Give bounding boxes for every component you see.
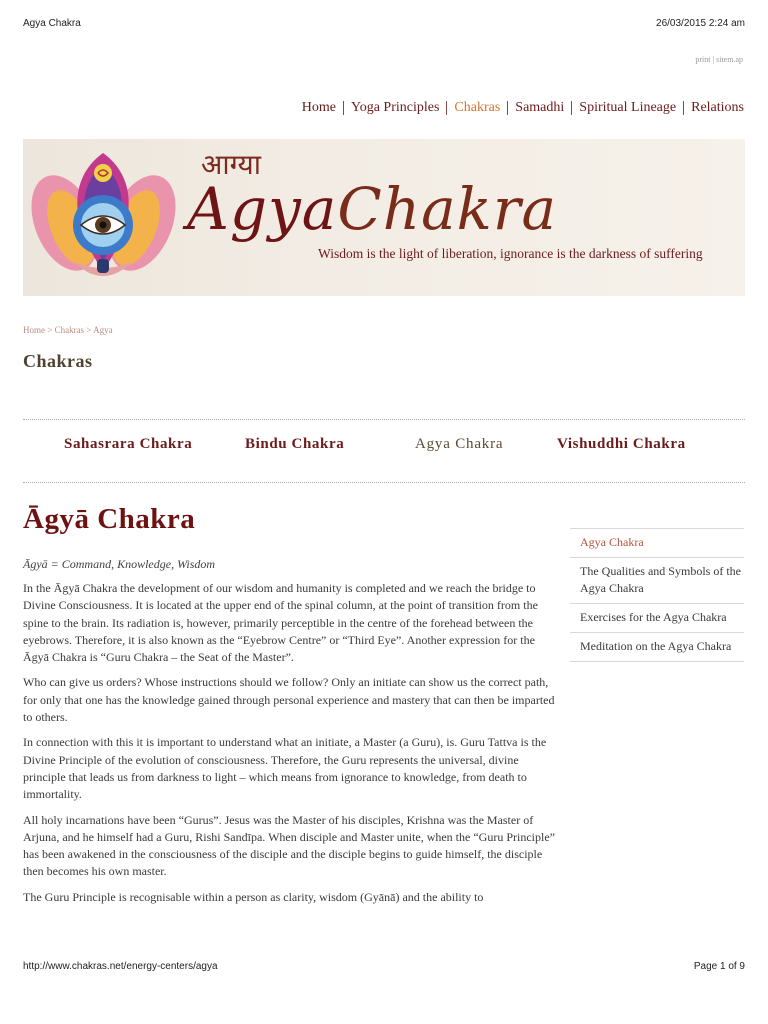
print-header bbox=[23, 18, 745, 32]
print-datetime: 26/03/2015 2:24 am bbox=[656, 18, 745, 29]
nav-item-spiritual-lineage[interactable]: Spiritual Lineage bbox=[579, 100, 677, 115]
nav-separator bbox=[507, 101, 508, 115]
sidebar-item-agya-chakra[interactable]: Agya Chakra bbox=[570, 528, 744, 558]
article-paragraph: All holy incarnations have been “Gurus”. Jesus was the Master of his disciples, Krishna was the Master of Arjuna, and he himself had a Guru, Rishi Sandīpa. When disciple and Master unite, when the “Guru Principle” has been awakened in the consciousness of the disciple and the disciple begins to guide himself, the disciple then becomes his own master. bbox=[23, 812, 555, 879]
nav-separator bbox=[446, 101, 447, 115]
utility-links bbox=[695, 55, 743, 64]
main-nav bbox=[302, 99, 744, 117]
sitemap-link[interactable]: sitem.ap bbox=[716, 55, 743, 64]
sidebar-item-meditation[interactable]: Meditation on the Agya Chakra bbox=[570, 633, 744, 662]
sidebar-item-qualities-symbols[interactable]: The Qualities and Symbols of the Agya Chakra bbox=[570, 558, 744, 604]
divider bbox=[23, 482, 745, 483]
agya-chakra-logo bbox=[31, 143, 176, 293]
article-meaning: Āgyā = Command, Knowledge, Wisdom bbox=[23, 557, 216, 571]
nav-item-home[interactable]: Home bbox=[301, 100, 336, 115]
nav-item-chakras[interactable]: Chakras bbox=[454, 100, 501, 115]
article-paragraph: In the Āgyā Chakra the development of our wisdom and humanity is completed and we reach the bridge to Divine Consciousness. It is located at the upper end of the spinal column, at the point of transition from the spine to the brain. Its radiation is, however, primarily perceptible in the centre of the forehead between the eyebrows. Therefore, it is also known as the “Eyebrow Centre” or “Third Eye”. Another expression for the Āgyā Chakra is “Guru Chakra – the Seat of the Master”. bbox=[23, 581, 538, 665]
section-title: Chakras bbox=[23, 351, 93, 371]
tab-sahasrara-chakra[interactable]: Sahasrara Chakra bbox=[64, 436, 193, 452]
divider bbox=[23, 419, 745, 420]
sidebar-nav bbox=[570, 528, 744, 662]
article-paragraph: In connection with this it is important to understand what an initiate, a Master (a Guru), is. Guru Tattva is the Divine Principle of the evolution of consciousness. Therefore, the Guru represents the universal, divine principle that leads us from darkness to light – which means from ignorance to knowledge, from death to immortality. bbox=[23, 735, 547, 802]
article-paragraph: The Guru Principle is recognisable within a person as clarity, wisdom (Gyānā) and the ability to bbox=[23, 889, 484, 904]
banner-title-chakra: Chakra bbox=[337, 175, 558, 243]
chakra-tabs bbox=[23, 436, 745, 458]
print-footer bbox=[23, 961, 745, 975]
utility-separator: | bbox=[712, 55, 715, 64]
banner-title-agya: Agya bbox=[187, 175, 338, 243]
nav-separator bbox=[683, 101, 684, 115]
tab-vishuddhi-chakra[interactable]: Vishuddhi Chakra bbox=[557, 436, 686, 452]
article-title: Āgyā Chakra bbox=[23, 503, 196, 535]
print-url: http://www.chakras.net/energy-centers/agya bbox=[23, 961, 218, 972]
banner-tagline: Wisdom is the light of liberation, ignorance is the darkness of suffering bbox=[318, 246, 703, 261]
nav-item-relations[interactable]: Relations bbox=[691, 100, 744, 115]
print-page-number: Page 1 of 9 bbox=[693, 961, 745, 972]
sidebar-item-exercises[interactable]: Exercises for the Agya Chakra bbox=[570, 604, 744, 633]
banner-devanagari: आग्या bbox=[201, 148, 261, 181]
tab-agya-chakra[interactable]: Agya Chakra bbox=[415, 436, 504, 452]
article-paragraph: Who can give us orders? Whose instructions should we follow? Only an initiate can show us the correct path, for only that one has the knowledge gained through personal experience and mastery that can then be imparted to others. bbox=[23, 675, 555, 725]
header-banner bbox=[23, 139, 745, 296]
article-body bbox=[23, 580, 563, 914]
print-page-title: Agya Chakra bbox=[23, 18, 81, 29]
nav-item-samadhi[interactable]: Samadhi bbox=[515, 100, 565, 115]
print-link[interactable]: print bbox=[695, 55, 711, 64]
tab-bindu-chakra[interactable]: Bindu Chakra bbox=[245, 436, 345, 452]
banner-title bbox=[187, 175, 557, 243]
nav-separator bbox=[343, 101, 344, 115]
breadcrumb[interactable]: Home > Chakras > Agya bbox=[23, 325, 113, 335]
nav-item-yoga-principles[interactable]: Yoga Principles bbox=[350, 100, 440, 115]
nav-separator bbox=[571, 101, 572, 115]
